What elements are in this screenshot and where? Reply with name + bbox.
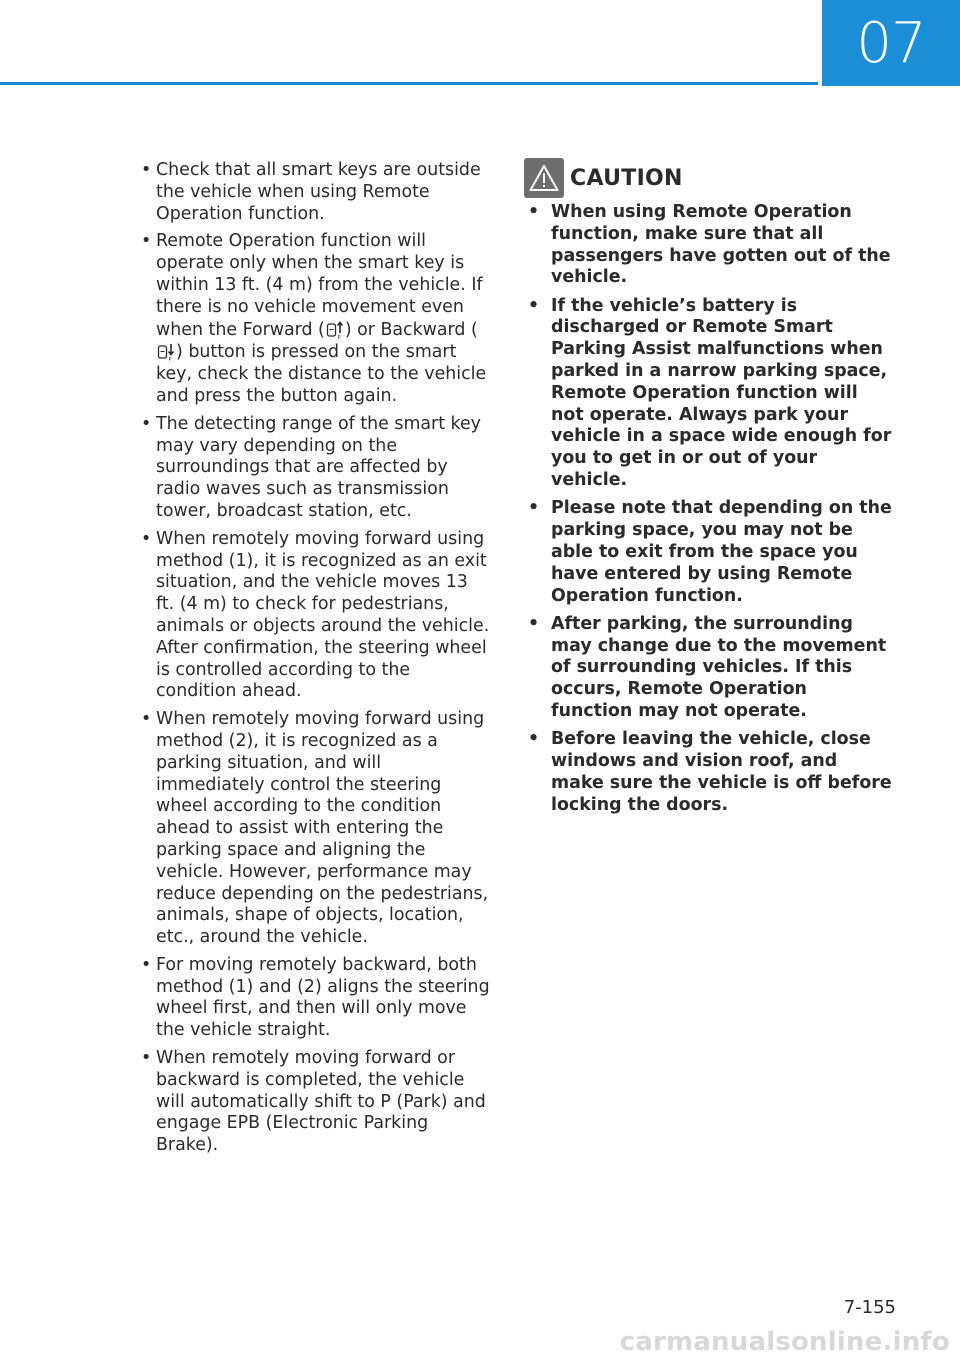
caution-text: Before leaving the vehicle, close windows and vision roof, and make sure the vehicle is off before locking the doors. xyxy=(551,729,892,815)
list-item xyxy=(138,955,490,1042)
bullet: • xyxy=(141,160,152,180)
caution-text: When using Remote Operation function, make sure that all passengers have gotten out of the vehicle. xyxy=(551,202,891,288)
bullet: • xyxy=(528,498,540,519)
caution-text: Please note that depending on the parking space, you may not be able to exit from the space you have entered by using Remote Operation function. xyxy=(551,498,892,606)
bullet: • xyxy=(141,954,152,975)
bullet: • xyxy=(141,231,152,252)
note-text: When remotely moving forward using method (1), it is recognized as an exit situation, and the vehicle moves 13 ft. (4 m) to check for pedestrians, animals or objects around the vehicle. After confirmation, the steering wheel is controlled according to the condition ahead. xyxy=(156,528,490,702)
list-item xyxy=(524,498,894,607)
bullet: • xyxy=(528,202,540,222)
bullet: • xyxy=(141,1048,152,1069)
bullet: • xyxy=(141,413,152,434)
forward-key-icon xyxy=(325,319,345,339)
caution-title: CAUTION xyxy=(570,165,683,191)
list-item xyxy=(524,614,894,723)
list-item xyxy=(524,296,894,492)
list-item xyxy=(524,202,894,289)
bullet: • xyxy=(528,613,540,634)
note-text: The detecting range of the smart key may vary depending on the surroundings that are affected by radio waves such as transmission tower, broadcast station, etc. xyxy=(156,413,481,521)
caution-text: After parking, the surrounding may change due to the movement of surrounding vehicles. If this occurs, Remote Operation function may not operate. xyxy=(551,613,887,722)
caution-text: If the vehicle’s battery is discharged or Remote Smart Parking Assist malfunctions when parked in a narrow parking space, Remote Operation function will not operate. Always park your vehicle in a space wide enough for you to get in or out of your vehicle. xyxy=(551,295,892,491)
watermark: carmanualsonline.info xyxy=(619,1327,950,1357)
caution-header xyxy=(524,158,894,198)
list-item xyxy=(138,414,490,523)
bullet: • xyxy=(528,729,540,750)
note-text: Check that all smart keys are outside the vehicle when using Remote Operation function. xyxy=(156,160,481,224)
note-text: Remote Operation function will operate only when the smart key is within 13 ft. (4 m) from the vehicle. If there is no vehicle movement even when the Forward ( xyxy=(156,231,483,340)
bullet: • xyxy=(141,709,152,730)
list-item xyxy=(138,1048,490,1157)
svg-text:P: P xyxy=(337,334,341,339)
caution-list xyxy=(524,202,894,817)
list-item xyxy=(138,231,490,407)
note-text: When remotely moving forward using method (2), it is recognized as a parking situation, and will immediately control the steering wheel according to the condition ahead to assist with entering the parking space and aligning the vehicle. However, performance may reduce depending on the pedestrians, animals, shape of objects, location, etc., around the vehicle. xyxy=(156,709,489,948)
note-text: ) button is pressed on the smart key, check the distance to the vehicle and press the button again. xyxy=(156,342,487,406)
caution-box xyxy=(524,158,894,823)
svg-text:P: P xyxy=(168,357,172,362)
notes-list xyxy=(138,160,490,1157)
header-rule xyxy=(0,82,818,85)
list-item xyxy=(138,160,490,225)
list-item xyxy=(138,529,490,703)
bullet: • xyxy=(528,295,540,316)
note-text: When remotely moving forward or backward is completed, the vehicle will automatically shift to P (Park) and engage EPB (Electronic Parking Brake). xyxy=(156,1048,486,1156)
warning-triangle-icon xyxy=(524,158,564,198)
list-item xyxy=(138,709,490,949)
note-text: ) or Backward ( xyxy=(344,319,478,340)
page-number: 7-155 xyxy=(843,1297,896,1318)
backward-key-icon xyxy=(156,341,176,361)
list-item xyxy=(524,729,894,816)
chapter-tab: 07 xyxy=(822,0,960,86)
notes-column xyxy=(138,160,490,1163)
bullet: • xyxy=(141,528,152,549)
note-text: For moving remotely backward, both method (1) and (2) aligns the steering wheel first, and then will only move the vehicle straight. xyxy=(156,954,490,1041)
